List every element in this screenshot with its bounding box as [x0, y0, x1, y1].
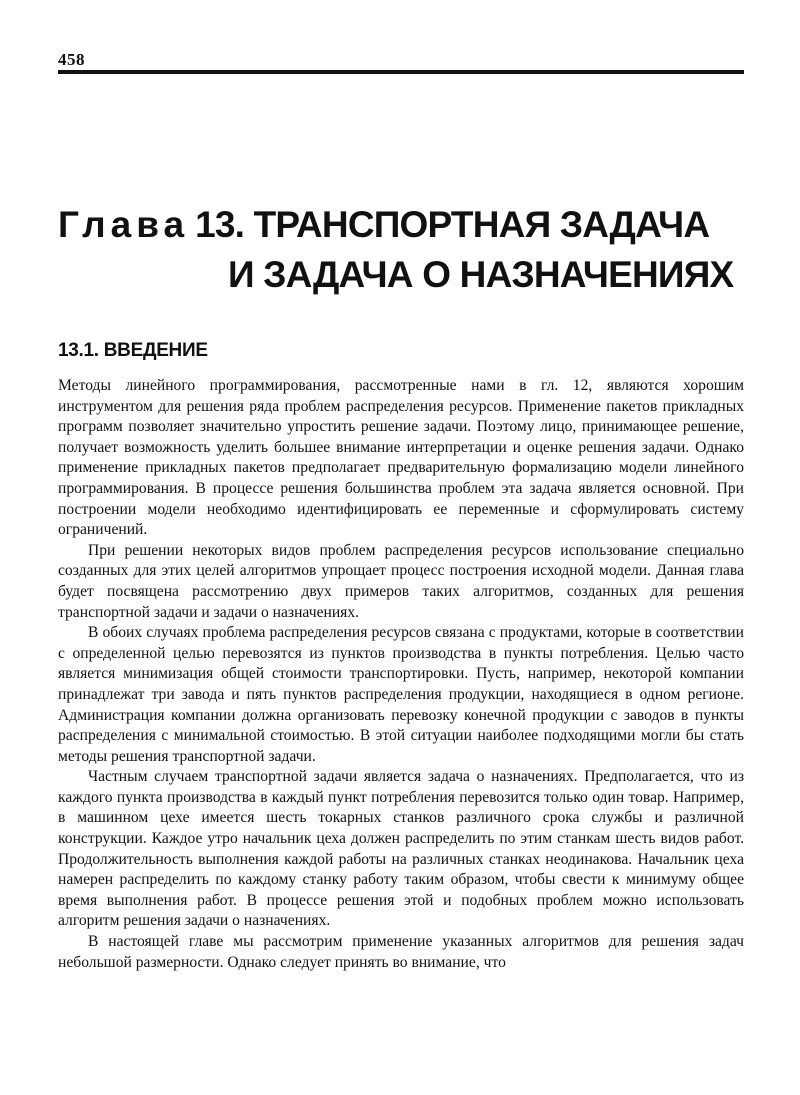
chapter-title-text-1: 13. ТРАНСПОРТНАЯ ЗАДАЧА — [195, 204, 710, 245]
section-heading: 13.1. ВВЕДЕНИЕ — [58, 340, 208, 361]
chapter-label: Глава — [58, 204, 190, 245]
paragraph-5: В настоящей главе мы рассмотрим применение указанных алгоритмов для решения задач небольшой размерности. Однако следует принять во внимание, что — [58, 933, 744, 971]
page-number: 458 — [58, 50, 85, 69]
chapter-title-line-2: И ЗАДАЧА О НАЗНАЧЕНИЯХ — [228, 254, 734, 295]
chapter-title-line-1 — [58, 200, 744, 250]
header-rule — [58, 70, 744, 74]
paragraph-3: В обоих случаях проблема распределения ресурсов связана с продуктами, которые в соответствии с определенной целью перевозятся из пунктов производства в пункты потребления. Целью часто является минимизация общей стоимости транспортировки. Пусть, например, некоторой компании принадлежат три завода и пять пунктов распределения продукции, находящиеся в одном регионе. Администрация компании должна организовать перевозку конечной продукции с заводов в пункты распределения с минимальной стоимостью. В этой ситуации наиболее подходящими могли бы стать методы решения транспортной задачи. — [58, 624, 744, 765]
paragraph-4: Частным случаем транспортной задачи является задача о назначениях. Предполагается, что из каждого пункта производства в каждый пункт потребления перевозится только один товар. Например, в машинном цехе имеется шесть токарных станков различного срока службы и различной конструкции. Каждое утро начальник цеха должен распределить по этим станкам шесть видов работ. Продолжительность выполнения каждой работы на различных станках неодинакова. Начальник цеха намерен распределить по каждому станку работу таким образом, чтобы свести к минимуму общее время выполнения работ. В процессе решения этой и подобных проблем можно использовать алгоритм решения задачи о назначениях. — [58, 768, 744, 930]
chapter-title — [58, 200, 744, 300]
paragraph-1: Методы линейного программирования, рассмотренные нами в гл. 12, являются хорошим инструментом для решения ряда проблем распределения ресурсов. Применение пакетов прикладных программ позволяет значительно упростить решение задачи. Поэтому лицо, принимающее решение, получает возможность уделить большее внимание интерпретации и оценке решения задачи. Однако применение прикладных пакетов предполагает предварительную формализацию модели линейного программирования. В процессе решения большинства проблем эта задача является основной. При построении модели необходимо идентифицировать ее переменные и сформулировать систему ограничений. — [58, 377, 744, 539]
paragraph-2: При решении некоторых видов проблем распределения ресурсов использование специально созданных для этих целей алгоритмов упрощает процесс построения исходной модели. Данная глава будет посвящена рассмотрению двух примеров таких алгоритмов, созданных для решения транспортной задачи и задачи о назначениях. — [58, 541, 744, 621]
body-text — [58, 376, 744, 973]
